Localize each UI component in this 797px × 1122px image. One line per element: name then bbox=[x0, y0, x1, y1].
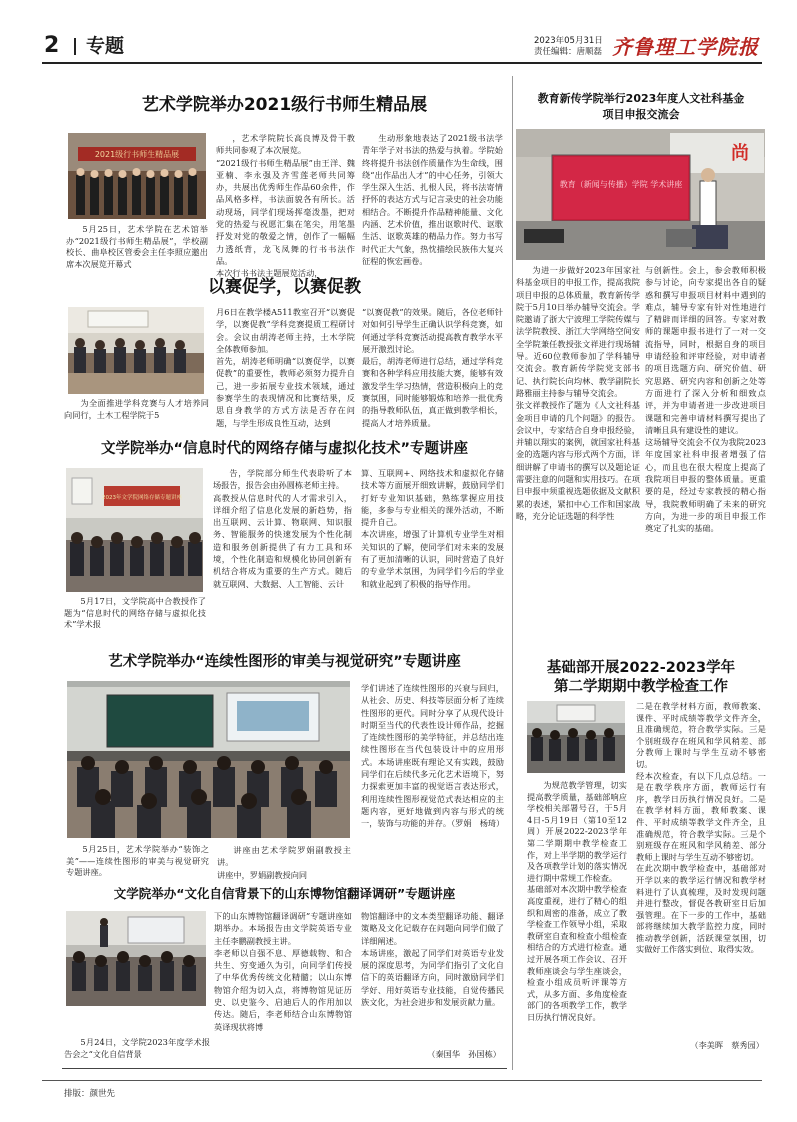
art4-body-col2: 讲座由艺术学院罗娟副教授主讲。 讲座中，罗娟副教授向同 bbox=[217, 845, 351, 880]
art5-title: 文学院举办“文化自信背景下的山东博物馆翻译调研”专题讲座 bbox=[113, 886, 456, 901]
art5-body-col3: 物馆翻译中的文本类型翻译功能、翻译策略及文化记载存在问题向同学们做了详细阐述。 本场讲座，激起了同学们对英语专业发展的深度思考，为同学们指引了文化自信下的英语翻译方向，同时激励同学们学好、用好英语专业技能，自觉传播民族文化，为社会进步和发展贡献力量。 bbox=[361, 911, 504, 1008]
art3-body-col2: 告，学院部分师生代表聆听了本场报告，报告会由孙圆栋老师主持。 高教授从信息时代的人才需求引入，详细介绍了信息化发展的新趋势，指出互联网、云计算、物联网、知识服务、智能服务的快速发展为个性化制造和服务创新提供了有力工具和环境，个性化制造和规模化协同创新有机结合将成为重要的生产方式。随后就互联网、大数据、人工智能、云计 bbox=[213, 468, 352, 589]
art4-photo-caption: 5月25日，艺术学院举办“装饰之美”——连续性图形的审美与视觉研究专题讲座。 bbox=[66, 844, 209, 878]
art3-title: 文学院举办“信息时代的网络存储与虚拟化技术”专题讲座 bbox=[100, 441, 469, 457]
issue-date: 2023年05月31日 bbox=[534, 36, 603, 46]
art5-photo bbox=[66, 911, 206, 1006]
art5-photo-caption: 5月24日，文学院2023年度学术报告会之“文化自信背景 bbox=[64, 1037, 210, 1059]
right2-byline: （李美晖 蔡秀园） bbox=[690, 1040, 764, 1050]
right1-title-line1: 教育新传学院举行2023年度人文社科基金 bbox=[537, 92, 745, 105]
layout-editor-credit: 排版：颜世先 bbox=[64, 1089, 116, 1099]
art2-photo bbox=[68, 307, 204, 394]
art1-photo-caption: 5月25日，艺术学院在艺术馆举办“2021级行书师生精品展”，学校副校长、曲阜校区管委会主任李照应邀出席本次展览开幕式 bbox=[66, 224, 208, 269]
art1-photo bbox=[68, 133, 206, 219]
art2-title: 以赛促学，以赛促教 bbox=[208, 277, 361, 297]
art4-photo bbox=[67, 681, 350, 838]
left-bottom-rule bbox=[62, 1068, 507, 1069]
art1-body-col2: ，艺术学院院长高良博及骨干教师共同参观了本次展览。 “2021级行书师生精品展”由王洋、魏亚楠、李永强及齐雪莲老师共同筹办，共展出优秀师生作品60余件，作品风格多样，书法面貌各有所长。活动现场，同学们现场挥毫泼墨，把对党的热爱与祝愿汇集在笔尖，用笔墨抒发对党的敬爱之情，创作了一幅幅力透纸背，龙飞凤舞的行书书法作品。 本次行书书法主题展览活动， bbox=[216, 133, 355, 279]
right2-title-line2: 第二学期期中教学检查工作 bbox=[554, 679, 728, 695]
right1-body-col2: 与创新性。会上，参会教师积极参与讨论，向专家提出各自的疑惑和撰写申报项目材料中遇到的难点，辅导专家有针对性地进行了精辟而详细的回答。专家对教师的课题申报书进行了一对一交流指导，同时，根据自身的项目申请经验和评审经验，对申请者的项目选题方向、研究价值、研究思路、研究内容和创新之处等方面进行了深入分析和细致点评，并为申请者进一步改进项目课题和完善申请材料撰写提出了清晰且具有建设性的建议。 这场辅导交流会不仅为我院2023年度国家社科申报者增强了信心，而且也在很大程度上提高了我院项目申报的整体质量。更重要的是，经过专家教授的精心指导，我院教师明确了未来的研究方向，为进一步的项目申报工作奠定了扎实的基础。 bbox=[645, 265, 766, 534]
art4-title: 艺术学院举办“连续性图形的审美与视觉研究”专题讲座 bbox=[108, 654, 461, 670]
art2-photo-caption: 为全面推进学科竞赛与人才培养同向同行，土木工程学院于5 bbox=[64, 398, 209, 420]
art5-body-col2: 下的山东博物馆翻译调研”专题讲座如期举办。本场报告由文学院英语专业主任李鹏副教授主讲。 李老师以自强不息、厚德载物、和合共生、穷变通久为引，向同学们传授了中华优秀传统文化精髓；以山东博物馆介绍为切入点，将博物馆见证历史、以史鉴今、启迪后人的作用加以传达。随后，李老师结合山东博物馆英译现状将博 bbox=[214, 911, 352, 1032]
right1-body-col1: 为进一步做好2023年国家社科基金项目的申报工作，提高我院项目申报的总体质量，教育新传学院于5月10日举办辅导交流会。学院邀请了浙大宁波理工学院传媒与法学院教授、浙江大学网络空间安全学院兼任教授张文祥进行现场辅导。近60位教师参加了学科辅导交流会。教育新传学院党支部书记、执行院长向均林、教学副院长路雅丽主持参与辅导交流会。 张文祥教授作了题为《人文社科基金项目申请的几个问题》的报告。会议中，专家结合自身申报经验，并辅以翔实的案例，就国家社科基金的选题内容与形式两个方面，详细讲解了申请书的撰写以及题论证需要注意的问题和实用技巧。在项目申报中须重视选题依据及文献积累的表述，紧扣中心工作和国家战略，充分论证选题的科学性 bbox=[516, 265, 640, 521]
art1-body-col3: 生动形象地表达了2021级书法学青年学子对书法的热爱与执着。学院始终将提升书法创作质量作为生命线，围绕“出作品出人才”的中心任务，引领大学生深入生活、扎根人民，将书法寄情抒怀的表达方式与记言录史的社会功能相结合。不断提升作品精神能量、文化内涵、艺术价值，推出讴歌时代、讴歌生活、讴歌英雄的精品力作。努力书写时代正大气象，热忱描绘民族伟大复兴征程的恢宏画卷。 bbox=[362, 133, 503, 266]
header-separator bbox=[74, 38, 76, 55]
right1-title-line2: 项目申报交流会 bbox=[602, 108, 680, 121]
right2-body-right: 二是在教学材料方面，教师教案、课件、平时成绩等教学文件齐全，且准确规范，符合教学实际。三是个别班级存在班风和学风稍差、部分教师上课时与学生互动不够密切。 经本次检查，有以下几点总结。一是在教学秩序方面，教师运行有序，教学日历执行情况良好。二是在教学材料方面，教师教案、课件、平时成绩等教学文件齐全，且准确规范，符合教学实际。三是个别班级存在班风和学风稍差、部分教师上课时与学生互动不够密切。 在此次期中教学检查中，基础部对开学以来的教学运行情况和教学材料进行了认真梳理，及时发现问题并进行整改，督促各教研室日后加强管理。在下一步的工作中，基础部将继续加大教学监控力度，同时推动教学创新，活跃课堂氛围，切实做好工作落实到位、取得实效。 bbox=[636, 701, 766, 955]
svg-text:尚: 尚 bbox=[731, 143, 749, 164]
art4-body-col3: 学们讲述了连续性图形的兴衰与回归，从社会、历史、科技等层面分析了连续性图形的更代。同时分享了从现代设计时期至当代的代表性设计师作品，挖掘了连续性图形的美学特征，并总结出连续性图形在当代包装设计中的应用形式。本场讲座既有理论又有实践，鼓励同学们在后续代多元化艺术语境下，努力探索更加丰富的视觉语言表达形式，利用连续性图形视觉范式表达相应的主题内容，更好地做到内容与形式的统一，装饰与功能的并存。（罗娟 杨琦） bbox=[361, 683, 505, 829]
page-number: 2 bbox=[44, 33, 60, 58]
header-rule bbox=[42, 62, 762, 64]
right2-photo bbox=[527, 701, 625, 773]
art2-body-col3: “以赛促教”的效果。随后，各位老师针对如何引导学生正确认识学科竞赛，如何通过学科竞赛活动提高教育教学水平展开激烈讨论。 最后，胡涛老师进行总结，通过学科竞赛和各种学科应用技能大赛，能够有效激发学生学习热情，营造积极向上的竞赛氛围，同时能够锻炼和培养一批优秀的指导教师队伍，真正做到教学相长，提高人才培养质量。 bbox=[362, 307, 503, 428]
right2-body-left: 为规范教学管理，切实提高教学质量，基础部响应学校相关部署号召，于5月4日-5月19日（第10至12周）开展2022-2023学年第二学期期中教学检查工作，对上半学期的教学运行及各项教学计划的落实情况进行期中常规工作检查。 基础部对本次期中教学检查高度重视，进行了精心的组织和周密的准备，成立了教学检查工作领导小组，采取教研室自查和检查小组检查相结合的方式进行检查。通过开展各项工作会议、召开教师座谈会与学生座谈会，检查小组成员听评课等方式，从多方面、多角度检查部门的各项教学工作，教学日历执行情况良好。 bbox=[527, 780, 627, 1022]
right1-screen-text: 教育（新闻与传播）学院 学术讲座 bbox=[559, 180, 683, 189]
art1-banner-text: 2021级行书师生精品展 bbox=[94, 150, 180, 159]
art5-byline: （秦国华 孙国栋） bbox=[427, 1049, 501, 1059]
art3-banner-text: 2023年文学院网络存储专题讲座 bbox=[102, 495, 182, 501]
right1-photo bbox=[516, 129, 765, 260]
section-name: 专题 bbox=[86, 35, 125, 57]
art3-body-col3: 算、互联网+、网络技术和虚拟化存储技术等方面展开细致讲解，鼓励同学们打好专业知识基础，熟练掌握应用技能，多参与专业相关的课外活动，不断提升自己。 本次讲座，增强了计算机专业学生对相关知识的了解，使同学们对未来的发展有了更加清晰的认识，同时营造了良好的专业学术氛围，为同学们今后的学业和就业起到了积极的指导作用。 bbox=[361, 468, 504, 589]
art1-title: 艺术学院举办2021级行书师生精品展 bbox=[141, 95, 428, 115]
editor-credit: 责任编辑：唐顺磊 bbox=[534, 47, 603, 57]
footer-rule bbox=[42, 1080, 762, 1081]
art3-photo-caption: 5月17日，文学院高中合教授作了题为“信息时代的网络存储与虚拟化技术”学术报 bbox=[64, 596, 206, 630]
column-divider bbox=[512, 76, 513, 1070]
masthead-logo: 齐鲁理工学院报 bbox=[612, 35, 759, 59]
art2-body-col2: 月6日在教学楼A511教室召开“以赛促学，以赛促教”学科竞赛提质工程研讨会。会议由胡涛老师主持，土木学院全体教师参加。 首先，胡涛老师明确“以赛促学，以赛促教”的重要性，教师必须努力提升自己，进一步拓展专业技术领域，通过参赛学生的表现情况和比赛结果，反思自身教学的方式方法是否存在问题，与学生形成良性互动，达到 bbox=[216, 307, 355, 428]
right2-title-line1: 基础部开展2022-2023学年 bbox=[546, 660, 736, 676]
art3-photo bbox=[66, 468, 203, 592]
